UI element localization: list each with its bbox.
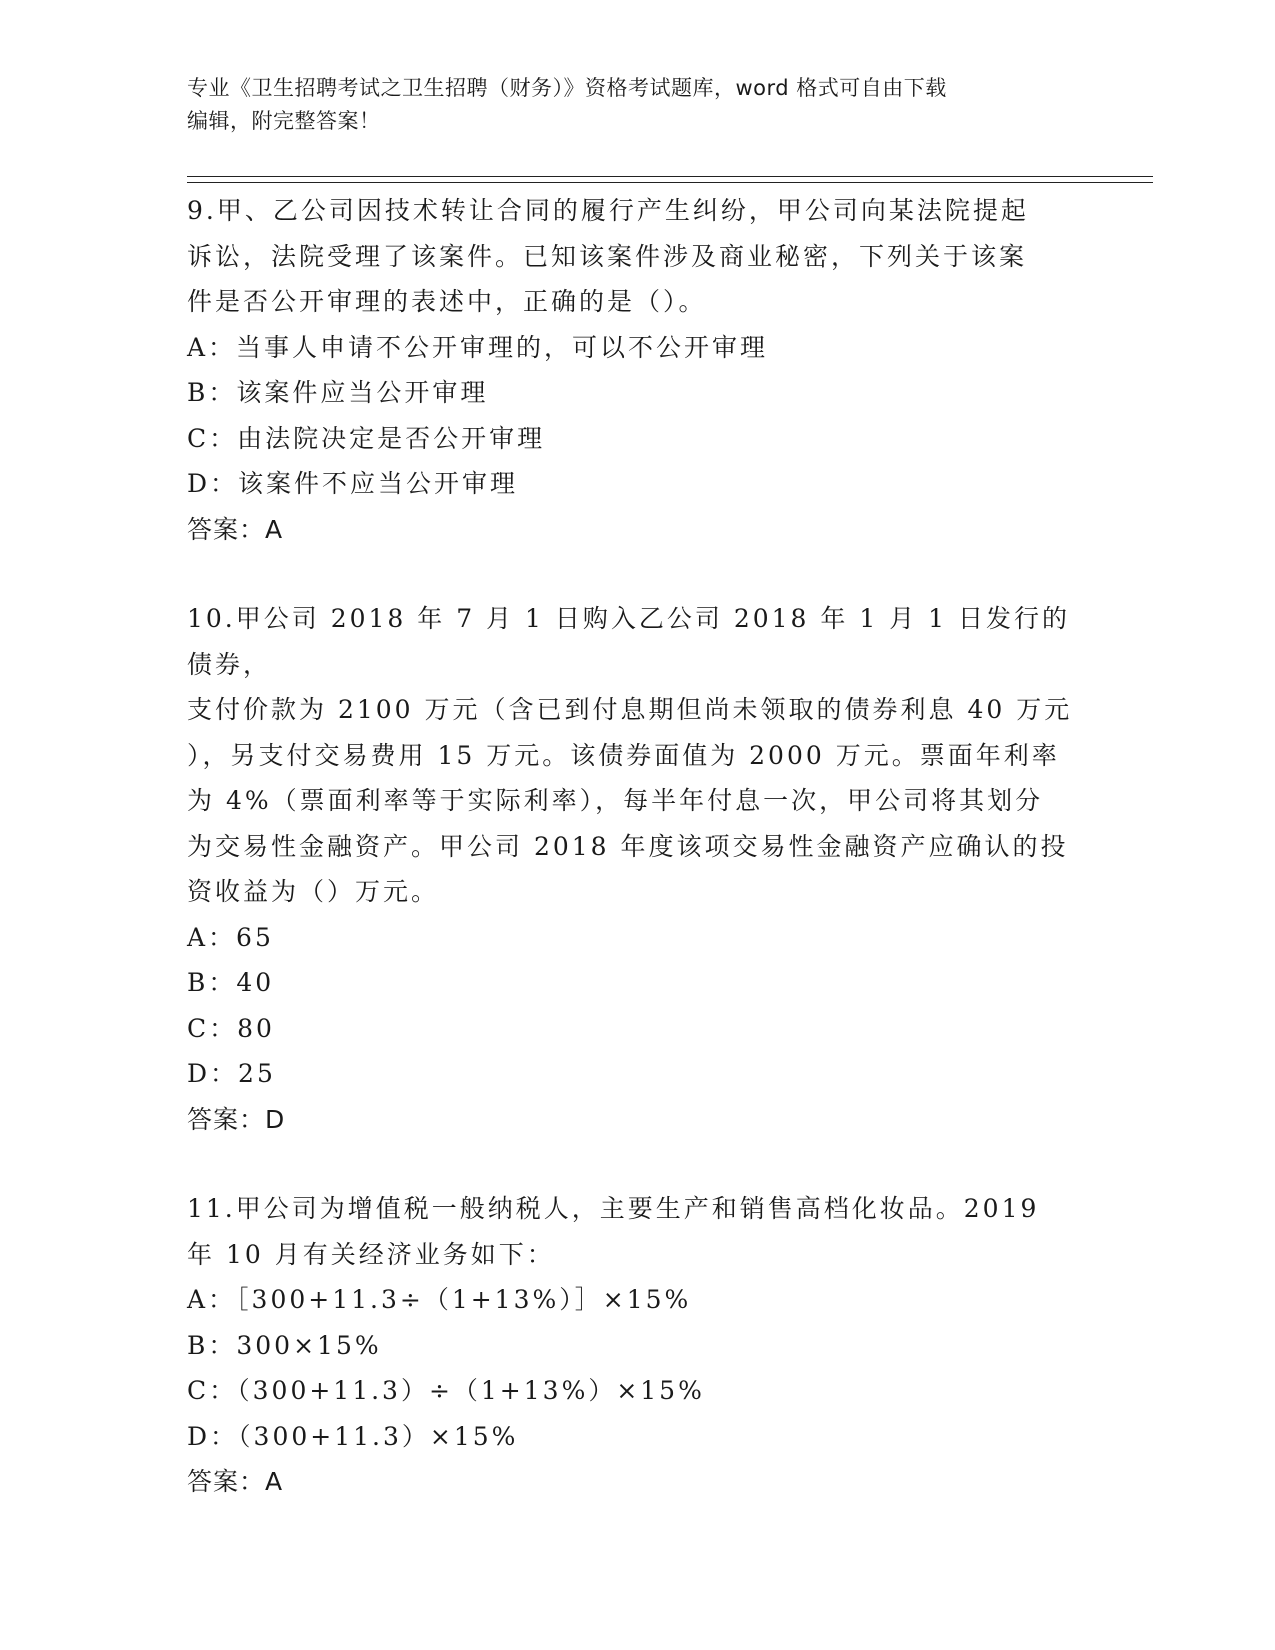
option-a: A：当事人申请不公开审理的，可以不公开审理 (187, 332, 769, 362)
option-d: D：25 (187, 1059, 276, 1088)
question-stem-line: 支付价款为 2100 万元（含已到付息期但尚未领取的债券利息 40 万元 (187, 695, 1073, 724)
question-stem (187, 1186, 1087, 1277)
option-b: B：40 (187, 968, 275, 997)
header-line-1: 专业《卫生招聘考试之卫生招聘（财务）》资格考试题库，word 格式可自由下载 (187, 76, 947, 100)
question-block (187, 1186, 1087, 1505)
answer-line: 答案：D (187, 1104, 286, 1134)
question-stem (187, 596, 1087, 915)
question-stem-line: 诉讼，法院受理了该案件。已知该案件涉及商业秘密，下列关于该案 (187, 241, 1028, 271)
question-stem-line: 10.甲公司 2018 年 7 月 1 日购入乙公司 2018 年 1 月 1 日发行的债券， (187, 604, 1070, 679)
question-stem-line: 11.甲公司为增值税一般纳税人，主要生产和销售高档化妆品。2019 (187, 1194, 1040, 1223)
question-stem-line: 9.甲、乙公司因技术转让合同的履行产生纠纷，甲公司向某法院提起 (187, 196, 1029, 225)
answer-line: 答案：A (187, 514, 284, 544)
option-b: B：该案件应当公开审理 (187, 378, 489, 407)
question-stem-line: 年 10 月有关经济业务如下： (187, 1239, 555, 1269)
option-a: A：［300+11.3÷（1+13%）］×15% (187, 1285, 692, 1314)
option-d: D：（300+11.3）×15% (187, 1421, 519, 1451)
question-stem (187, 188, 1087, 325)
header-divider-top (187, 176, 1153, 177)
answer-line: 答案：A (187, 1467, 284, 1496)
question-list (187, 188, 1087, 1505)
question-spacer (187, 552, 1087, 596)
option-c: C：（300+11.3）÷（1+13%）×15% (187, 1376, 705, 1405)
question-block (187, 188, 1087, 552)
header-divider-bottom (187, 182, 1153, 183)
question-stem-line: 资收益为（）万元。 (187, 877, 440, 906)
option-c: C：由法院决定是否公开审理 (187, 423, 546, 453)
question-spacer (187, 1142, 1087, 1186)
option-b: B：300×15% (187, 1330, 382, 1360)
question-stem-line: 为交易性金融资产。甲公司 2018 年度该项交易性金融资产应确认的投 (187, 831, 1069, 861)
question-stem-line: 为 4%（票面利率等于实际利率），每半年付息一次，甲公司将其划分 (187, 786, 1044, 815)
question-block (187, 596, 1087, 1142)
question-stem-line: 件是否公开审理的表述中，正确的是（）。 (187, 287, 707, 316)
option-c: C：80 (187, 1013, 275, 1043)
option-a: A：65 (187, 922, 274, 952)
question-stem-line: ），另支付交易费用 15 万元。该债券面值为 2000 万元。票面年利率 (187, 740, 1060, 770)
document-header (187, 72, 1067, 138)
option-d: D：该案件不应当公开审理 (187, 469, 519, 498)
header-line-2: 编辑，附完整答案！ (187, 109, 381, 133)
